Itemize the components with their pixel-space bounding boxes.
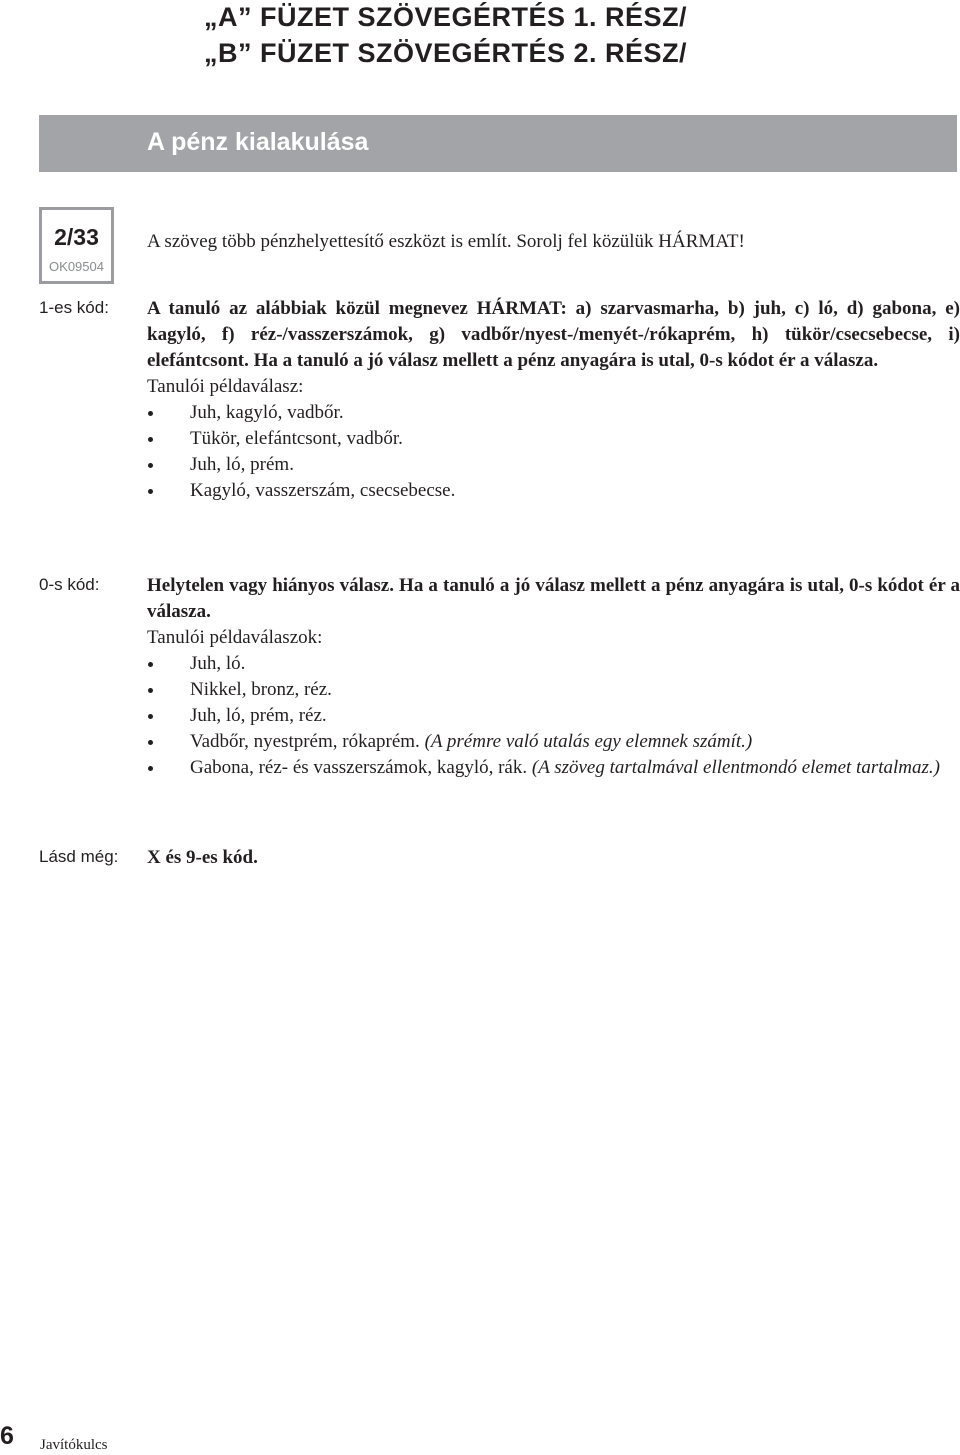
code-0-label: 0-s kód: xyxy=(39,575,100,594)
list-item: Tükör, elefántcsont, vadbőr. xyxy=(147,426,960,452)
code-0-examples-heading: Tanulói példaválaszok: xyxy=(147,627,323,648)
item-code: OK09504 xyxy=(49,259,104,274)
bullet-icon xyxy=(148,411,153,416)
example-note: (A prémre való utalás egy elemnek számít.) xyxy=(424,731,753,752)
list-item: Juh, ló, prém. xyxy=(147,452,960,478)
code-0-description: Helytelen vagy hiányos válasz. Ha a tanuló a jó válasz mellett a pénz anyagára is utal, 0-s kódot ér a válasza. xyxy=(147,575,960,622)
code-1-examples-heading: Tanulói példaválasz: xyxy=(147,376,304,397)
question-text: A szöveg több pénzhelyettesítő eszközt is említ. Sorolj fel közülük HÁRMAT! xyxy=(147,231,745,252)
header-line-2: „B” FÜZET SZÖVEGÉRTÉS 2. RÉSZ/ xyxy=(204,38,688,68)
list-item: Vadbőr, nyestprém, rókaprém. (A prémre való utalás egy elemnek számít.) xyxy=(147,729,960,755)
list-item: Nikkel, bronz, réz. xyxy=(147,677,960,703)
bullet-icon xyxy=(148,463,153,468)
page-number: 6 xyxy=(0,1422,14,1450)
code-0-block xyxy=(147,573,960,781)
bullet-icon xyxy=(148,740,153,745)
section-banner xyxy=(39,115,957,172)
see-also-text: X és 9-es kód. xyxy=(147,847,258,868)
list-item: Juh, ló, prém, réz. xyxy=(147,703,960,729)
code-0-examples-list xyxy=(147,651,960,781)
item-number: 2/33 xyxy=(54,224,99,250)
list-item: Kagyló, vasszerszám, csecsebecse. xyxy=(147,478,960,504)
see-also-label: Lásd még: xyxy=(39,847,119,866)
bullet-icon xyxy=(148,489,153,494)
bullet-icon xyxy=(148,714,153,719)
code-1-examples-list xyxy=(147,400,960,504)
bullet-icon xyxy=(148,437,153,442)
header-line-1: „A” FÜZET SZÖVEGÉRTÉS 1. RÉSZ/ xyxy=(204,2,688,32)
section-title: A pénz kialakulása xyxy=(147,128,369,156)
code-1-block xyxy=(147,296,960,504)
bullet-icon xyxy=(148,688,153,693)
list-item: Juh, kagyló, vadbőr. xyxy=(147,400,960,426)
example-note: (A szöveg tartalmával ellentmondó elemet tartalmaz.) xyxy=(531,757,940,778)
code-1-label: 1-es kód: xyxy=(39,298,109,317)
footer-text: Javítókulcs xyxy=(40,1437,108,1453)
bullet-icon xyxy=(148,662,153,667)
bullet-icon xyxy=(148,766,153,771)
code-1-description: A tanuló az alábbiak közül megnevez HÁRMAT: a) szarvasmarha, b) juh, c) ló, d) gabona, e) kagyló, f) réz-/vasszerszámok, g) vadbőr/nyest-/menyét-/rókaprém, h) tükör/csecsebecse, i) elefántcsont. Ha a tanuló a jó válasz mellett a pénz anyagára is utal, 0-s kódot ér a válasza. xyxy=(147,298,960,371)
item-number-box xyxy=(39,207,114,284)
list-item: Juh, ló. xyxy=(147,651,960,677)
list-item: Gabona, réz- és vasszerszámok, kagyló, rák. (A szöveg tartalmával ellentmondó elemet tartalmaz.) xyxy=(147,755,960,781)
